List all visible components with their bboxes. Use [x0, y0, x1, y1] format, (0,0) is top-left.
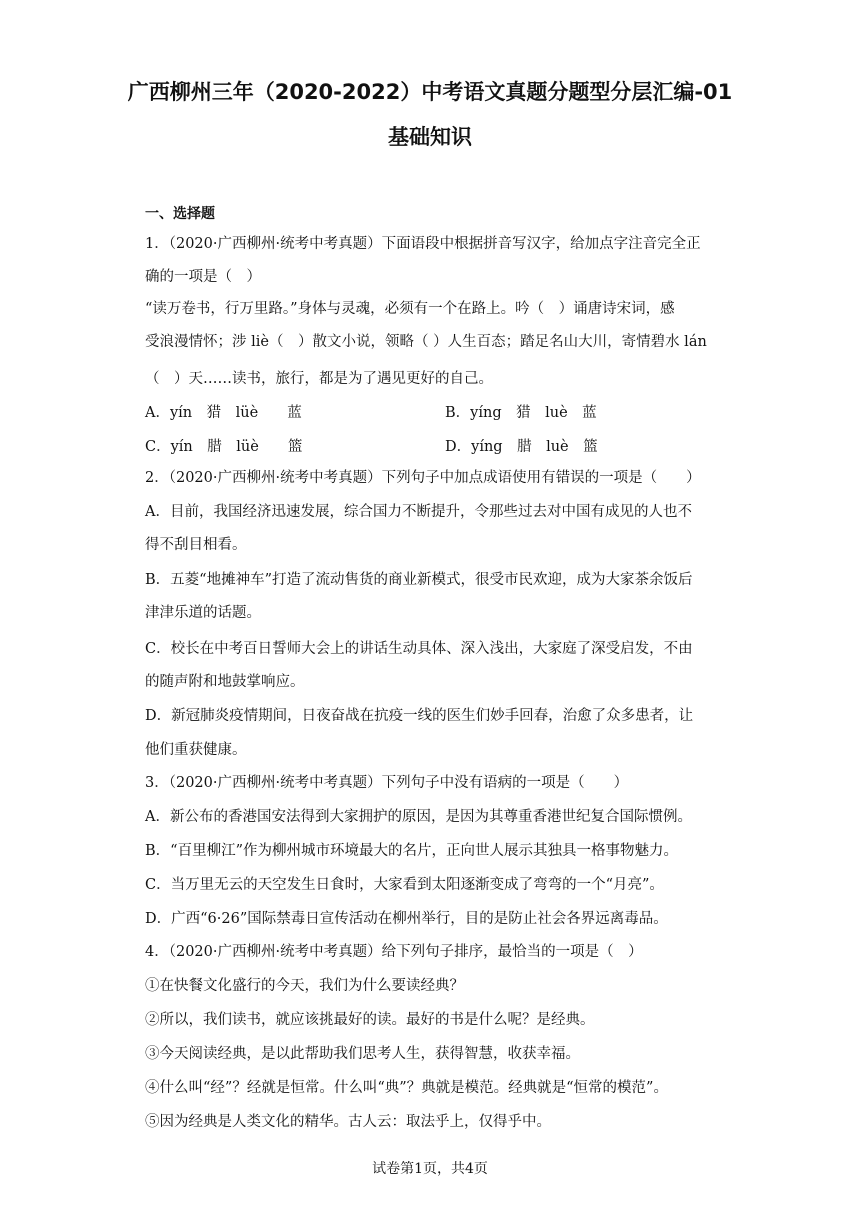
q2-option-c-line2: 的随声附和地鼓掌响应。 [145, 674, 305, 690]
q2-option-b-line2: 津津乐道的话题。 [145, 605, 261, 621]
page-footer: 试卷第1页，共4页 [372, 1161, 488, 1177]
page-title: 广西柳州三年（2020-2022）中考语文真题分题型分层汇编-01 [127, 80, 733, 104]
q2-option-c-line1: C．校长在中考百日誓师大会上的讲话生动具体、深入浅出，大家庭了深受启发，不由 [145, 641, 693, 657]
q1-option-a: A．yín 猎 lüè 蓝 [145, 405, 302, 421]
q3-stem: 3．（2020·广西柳州·统考中考真题）下列句子中没有语病的一项是（ ） [145, 775, 629, 791]
q2-option-a-line1: A．目前，我国经济迅速发展，综合国力不断提升，令那些过去对中国有成见的人也不 [145, 504, 692, 520]
q3-option-b: B．“百里柳江”作为柳州城市环境最大的名片，正向世人展示其独具一格事物魅力。 [145, 843, 678, 859]
q1-passage-line2: 受浪漫情怀；涉 liè（ ）散文小说，领略（ ）人生百态；踏足名山大川，寄情碧水 lán [145, 334, 707, 350]
q1-option-d: D．yíng 腊 luè 篮 [445, 439, 598, 455]
q2-option-a-line2: 得不刮目相看。 [145, 537, 247, 553]
q4-sentence-5: ⑤因为经典是人类文化的精华。古人云：取法乎上，仅得乎中。 [145, 1114, 551, 1130]
q2-option-d-line1: D．新冠肺炎疫情期间，日夜奋战在抗疫一线的医生们妙手回春，治愈了众多患者，让 [145, 708, 694, 724]
q4-stem: 4．（2020·广西柳州·统考中考真题）给下列句子排序，最恰当的一项是（ ） [145, 944, 643, 960]
q1-passage-line3: （ ）天……读书，旅行，都是为了遇见更好的自己。 [145, 371, 493, 387]
q3-option-d: D．广西“6·26”国际禁毒日宣传活动在柳州举行，目的是防止社会各界远离毒品。 [145, 911, 668, 927]
q1-passage-line1: “读万卷书，行万里路。”身体与灵魂，必须有一个在路上。吟（ ）诵唐诗宋词，感 [145, 301, 675, 317]
q1-option-b: B．yíng 猎 luè 蓝 [445, 405, 597, 421]
q2-option-d-line2: 他们重获健康。 [145, 742, 247, 758]
page-subtitle: 基础知识 [388, 125, 472, 149]
q3-option-c: C．当万里无云的天空发生日食时，大家看到太阳逐渐变成了弯弯的一个“月亮”。 [145, 877, 664, 893]
q1-stem-line1: 1．（2020·广西柳州·统考中考真题）下面语段中根据拼音写汉字，给加点字注音完全正 [145, 236, 701, 252]
q4-sentence-1: ①在快餐文化盛行的今天，我们为什么要读经典？ [145, 978, 464, 994]
q4-sentence-2: ②所以，我们读书，就应该挑最好的读。最好的书是什么呢？是经典。 [145, 1012, 595, 1028]
q3-option-a: A．新公布的香港国安法得到大家拥护的原因，是因为其尊重香港世纪复合国际惯例。 [145, 809, 692, 825]
q1-option-c: C．yín 腊 lüè 篮 [145, 439, 303, 455]
section-heading: 一、选择题 [145, 206, 215, 222]
q2-stem: 2．（2020·广西柳州·统考中考真题）下列句子中加点成语使用有错误的一项是（ ） [145, 470, 701, 486]
q2-option-b-line1: B．五菱“地摊神车”打造了流动售货的商业新模式，很受市民欢迎，成为大家茶余饭后 [145, 572, 693, 588]
q1-stem-line2: 确的一项是（ ） [145, 269, 261, 285]
q4-sentence-4: ④什么叫“经”？经就是恒常。什么叫“典”？典就是模范。经典就是“恒常的模范”。 [145, 1080, 668, 1096]
q4-sentence-3: ③今天阅读经典，是以此帮助我们思考人生，获得智慧，收获幸福。 [145, 1046, 580, 1062]
